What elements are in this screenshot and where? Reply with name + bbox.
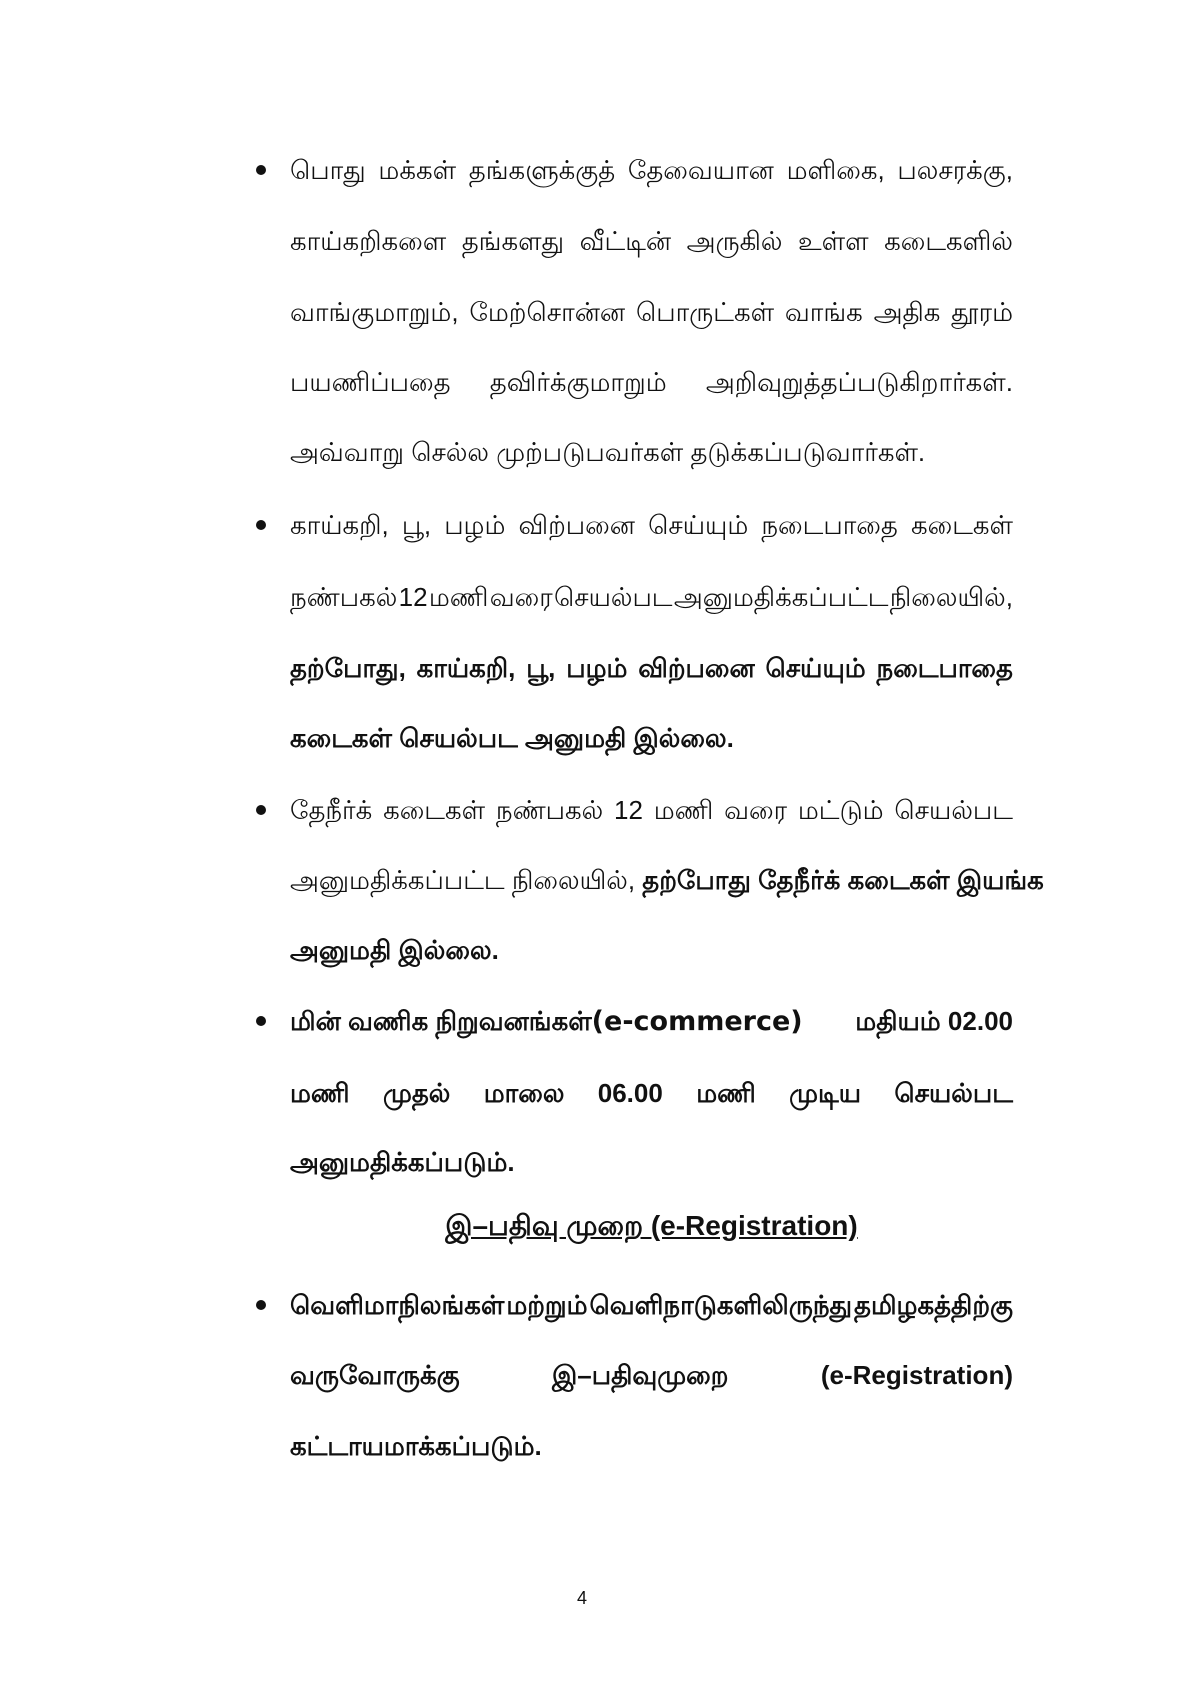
word: பூ, [526,653,556,683]
word: தமிழகத்திற்கு [854,1290,1013,1320]
word: 06.00 [597,1078,663,1108]
word: செய்யும் [648,510,749,540]
word: 12 [398,582,428,612]
text-line-bold: கட்டாயமாக்கப்படும். [290,1431,542,1461]
bullet-icon [256,520,266,530]
word: பொருட்கள் [635,297,775,327]
word: கடைகள் [910,510,1013,540]
word: உள்ள [798,226,869,256]
text-line [290,347,1013,418]
word: நடைபாதை [761,510,898,540]
text-line-bold: அனுமதிக்கப்படும். [290,1147,515,1177]
word: பழம் [566,653,628,683]
text-bold: மின் வணிக நிறுவனங்கள்(e-commerce) [290,1006,803,1037]
word: செயல்பட [894,1078,1013,1108]
text-line-bold [290,1270,1013,1341]
text-line-bold: அனுமதி இல்லை. [290,935,499,965]
text-line [290,135,1013,206]
word: அதிக [873,297,941,327]
word: பலசரக்கு, [897,155,1013,185]
word: நண்பகல் [290,582,398,612]
bullet-icon [256,1016,266,1026]
word: மணி [290,1078,350,1108]
word: பழம் [444,510,506,540]
text-normal: அனுமதிக்கப்பட்ட நிலையில், [290,865,636,895]
word: தேவையான [627,155,774,185]
word: பூ, [401,510,432,540]
word: முடிய [789,1078,862,1108]
page-number: 4 [576,1588,587,1608]
word: வெளிநாடுகளிலிருந்து [589,1290,853,1320]
text-line-bold: கடைகள் செயல்பட அனுமதி இல்லை. [290,723,734,753]
word: கடைகளில் [884,226,1013,256]
word: செயல்பட [553,582,673,612]
word: அருகில் [686,226,783,256]
word: வாங்க [784,297,863,327]
text-line-bold [290,1340,1013,1411]
word: இ–பதிவுமுறை [552,1360,729,1390]
word: பயணிப்பதை [290,367,451,397]
word: விற்பனை [518,510,635,540]
word: தவிர்க்குமாறும் [489,367,667,397]
word: மளிகை, [786,155,885,185]
text-line-bold [290,1058,1013,1129]
bullet-icon [256,805,266,815]
word: மணி [428,582,489,612]
word: பொது [290,155,366,185]
word: கடைகள் [383,795,486,825]
word: காய்கறிகளை [290,226,447,256]
word: நண்பகல் [495,795,604,825]
text-bold: மதியம் 02.00 [855,1006,1013,1036]
word: மற்றும் [506,1290,588,1320]
word: தங்களது [461,226,565,256]
word: மணி [653,795,714,825]
bullet-icon [256,1300,266,1310]
text-line [290,206,1013,277]
word: செய்யும் [765,653,866,683]
word: தூரம் [951,297,1013,327]
word: செயல்பட [894,795,1013,825]
word: நடைபாதை [876,653,1013,683]
text-line [290,775,1013,846]
word: தற்போது, [290,653,406,683]
word: அனுமதிக்கப்பட்ட [673,582,889,612]
text-line [290,562,1013,633]
text-line [290,490,1013,561]
word: மாலை [483,1078,565,1108]
section-heading: இ–பதிவு முறை (e-Registration) [445,1210,858,1241]
text-line-mixed [290,845,1044,916]
text-line [290,277,1013,348]
word: அறிவுறுத்தப்படுகிறார்கள். [705,367,1013,397]
word: வரை [489,582,553,612]
bullet-icon [256,165,266,175]
word: வீட்டின் [579,226,672,256]
text-line: அவ்வாறு செல்ல முற்படுபவர்கள் தடுக்கப்படுவார்கள். [290,437,926,467]
word: காய்கறி, [416,653,516,683]
text-line-bold [290,633,1013,704]
word: மட்டும் [797,795,884,825]
word: தங்களுக்குத் [468,155,616,185]
word: (e-Registration) [820,1360,1013,1390]
word: தேநீர்க் [290,795,373,825]
word: வெளிமாநிலங்கள் [290,1290,505,1320]
word: விற்பனை [638,653,755,683]
word: 12 [614,795,643,825]
word: வரை [724,795,788,825]
word: மக்கள் [378,155,457,185]
word: வாங்குமாறும், [290,297,459,327]
word: மேற்சொன்ன [469,297,626,327]
text-bold: தற்போது தேநீர்க் கடைகள் இயங்க [642,865,1044,895]
word: நிலையில், [889,582,1013,612]
word: முதல் [382,1078,451,1108]
word: காய்கறி, [290,510,389,540]
e-commerce-label: (e-commerce) [591,1006,803,1037]
word: மணி [696,1078,756,1108]
text-line-bold [290,986,1013,1057]
word: வருவோருக்கு [290,1360,460,1390]
